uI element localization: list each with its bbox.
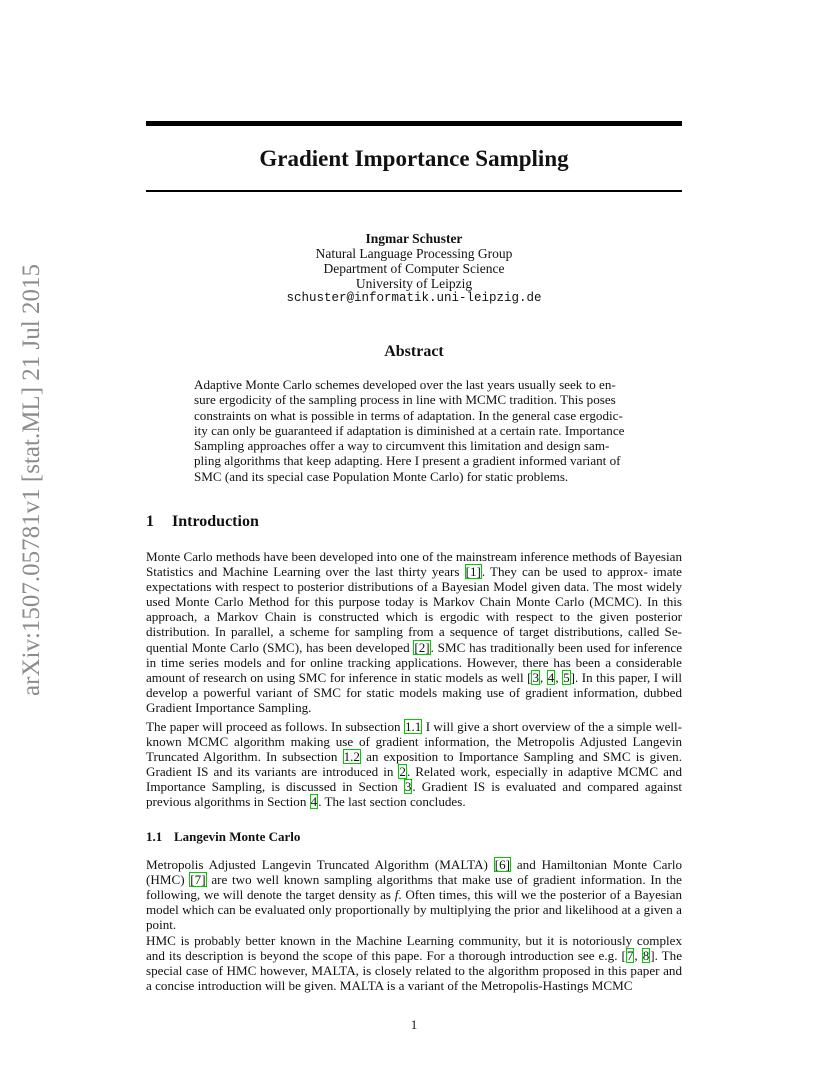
citation-link[interactable]: [2] [414,639,430,655]
abstract-body [194,377,634,484]
citation-link[interactable]: 4 [547,669,555,685]
author-group: Natural Language Processing Group [315,246,513,261]
section-title: Introduction [172,513,259,530]
text-run: I will give a short overview of the a simple well- known MCMC algorithm making use of gradient information, the Metropolis Adjusted Langevin Truncated Algorithm. In subsection [146,719,683,765]
abstract-line: ity can only be guaranteed if adaptation is diminished at a certain rate. Importance [194,422,625,438]
citation-link[interactable]: [7] [190,872,206,888]
text-run: , [555,669,563,685]
text-run: HMC is probably better known in the Machine Learning community, but it is notoriously complex and its description is beyond the scope of this pape. For a thorough introduction see e.g. [ [146,933,682,964]
intro-paragraph-1 [146,549,682,715]
text-run: . Related work, especially in adaptive MCMC and Importance Sampling, is discussed in Section [146,764,682,795]
text-run: are two well known sampling algorithms that make use of gradient information. In the following, we will denote the target density as [146,872,682,903]
citation-link[interactable]: 8 [642,948,650,964]
subsection-heading-langevin [146,829,300,845]
text-run: . The last section concludes. [318,794,466,810]
text-run: . Often times, this will we the posterior of a Bayesian model which can be evaluated only proportionally by multiplying the prior and likelihood at a given a point. [146,887,682,933]
abstract-line: Sampling approaches offer a way to circumvent this limitation and design sam- [194,438,610,454]
paper-title: Gradient Importance Sampling [259,146,569,171]
citation-link[interactable]: [6] [494,857,511,872]
subsection-link[interactable]: 1.2 [343,749,360,765]
section-heading-introduction [146,513,259,531]
citation-link[interactable]: 5 [563,669,570,685]
arxiv-stamp [12,264,52,696]
arxiv-id: arXiv:1507.05781v1 [stat.ML] 21 Jul 2015 [18,264,45,696]
abstract-line: SMC (and its special case Population Monte Carlo) for static problems. [194,468,569,484]
langevin-paragraph-1 [146,857,682,932]
citation-link[interactable]: 7 [626,948,634,964]
text-run: and Hamiltonian Monte Carlo (HMC) [146,857,683,888]
abstract-line: Adaptive Monte Carlo schemes developed over the last years usually seek to en- [194,377,616,392]
page-number: 1 [410,1017,418,1032]
text-run: . Gradient IS is evaluated and compared against previous algorithms in Section [146,779,682,810]
text-run: The paper will proceed as follows. In subsection [146,719,404,734]
text-run: Metropolis Adjusted Langevin Truncated Algorithm (MALTA) [146,857,494,872]
langevin-paragraph-2 [146,933,682,993]
section-number: 1 [146,513,154,530]
author-email[interactable]: schuster@informatik.uni-leipzig.de [286,291,542,305]
intro-paragraph-2 [146,719,682,810]
author-univ: University of Leipzig [355,276,473,291]
text-run: ]. The special case of HMC however, MALTA, is closely related to the algorithm proposed in this paper and a concise introduction will be given. MALTA is a variant of the Metropolis-Hastings MCMC [146,948,683,994]
abstract-line: pling algorithms that keep adapting. Here I present a gradient informed variant of [194,453,621,469]
title-bottom-rule [146,190,682,192]
abstract-line: sure ergodicity of the sampling process in line with MCMC tradition. This poses [194,392,616,408]
text-run: ]. In this paper, I will develop a powerful variant of SMC for static models making use of gradient information, dubbed Gradient Importance Sampling. [146,669,683,715]
section-link[interactable]: 4 [310,794,318,810]
text-run: an exposition to Importance Sampling and SMC is given. Gradient IS and its variants are introduced in [146,749,682,780]
subsection-number: 1.1 [146,829,163,844]
author-name: Ingmar Schuster [365,231,463,246]
subsection-title: Langevin Monte Carlo [174,829,301,844]
text-run: , [540,669,547,685]
text-run: . They can be used to approx- imate expectations with respect to posterior distributions of a Bayesian Model given data. The most widely used Monte Carlo Method for this purpose today is Markov Chain Monte Carlo (MCMC). In this approach, a Markov Chain is constructed which is ergodic with respect to the given posterior distribution. In parallel, a scheme for sampling from a sequence of target distributions, called Se- quential Monte Carlo (SMC), has been developed [146,564,682,655]
citation-link[interactable]: 3 [532,669,540,685]
abstract-heading: Abstract [384,343,444,360]
text-run: . SMC has traditionally been used for inference in time series models and for online tracking applications. However, there has been a considerable amount of research on using SMC for inference in static models as well [ [146,639,683,685]
abstract-line: constraints on what is possible in terms of adaptation. In the general case ergodic- [194,407,623,423]
author-dept: Department of Computer Science [323,261,505,276]
section-link[interactable]: 2 [399,764,406,780]
text-run: , [634,948,642,964]
citation-link[interactable]: [1] [465,564,481,580]
section-link[interactable]: 3 [404,779,412,795]
subsection-link[interactable]: 1.1 [404,719,422,734]
math-variable: f [394,887,399,903]
text-run: Monte Carlo methods have been developed into one of the mainstream inference methods of Bayesian Statistics and Machine Learning over the last thirty years [146,549,682,580]
title-top-rule [146,121,682,126]
